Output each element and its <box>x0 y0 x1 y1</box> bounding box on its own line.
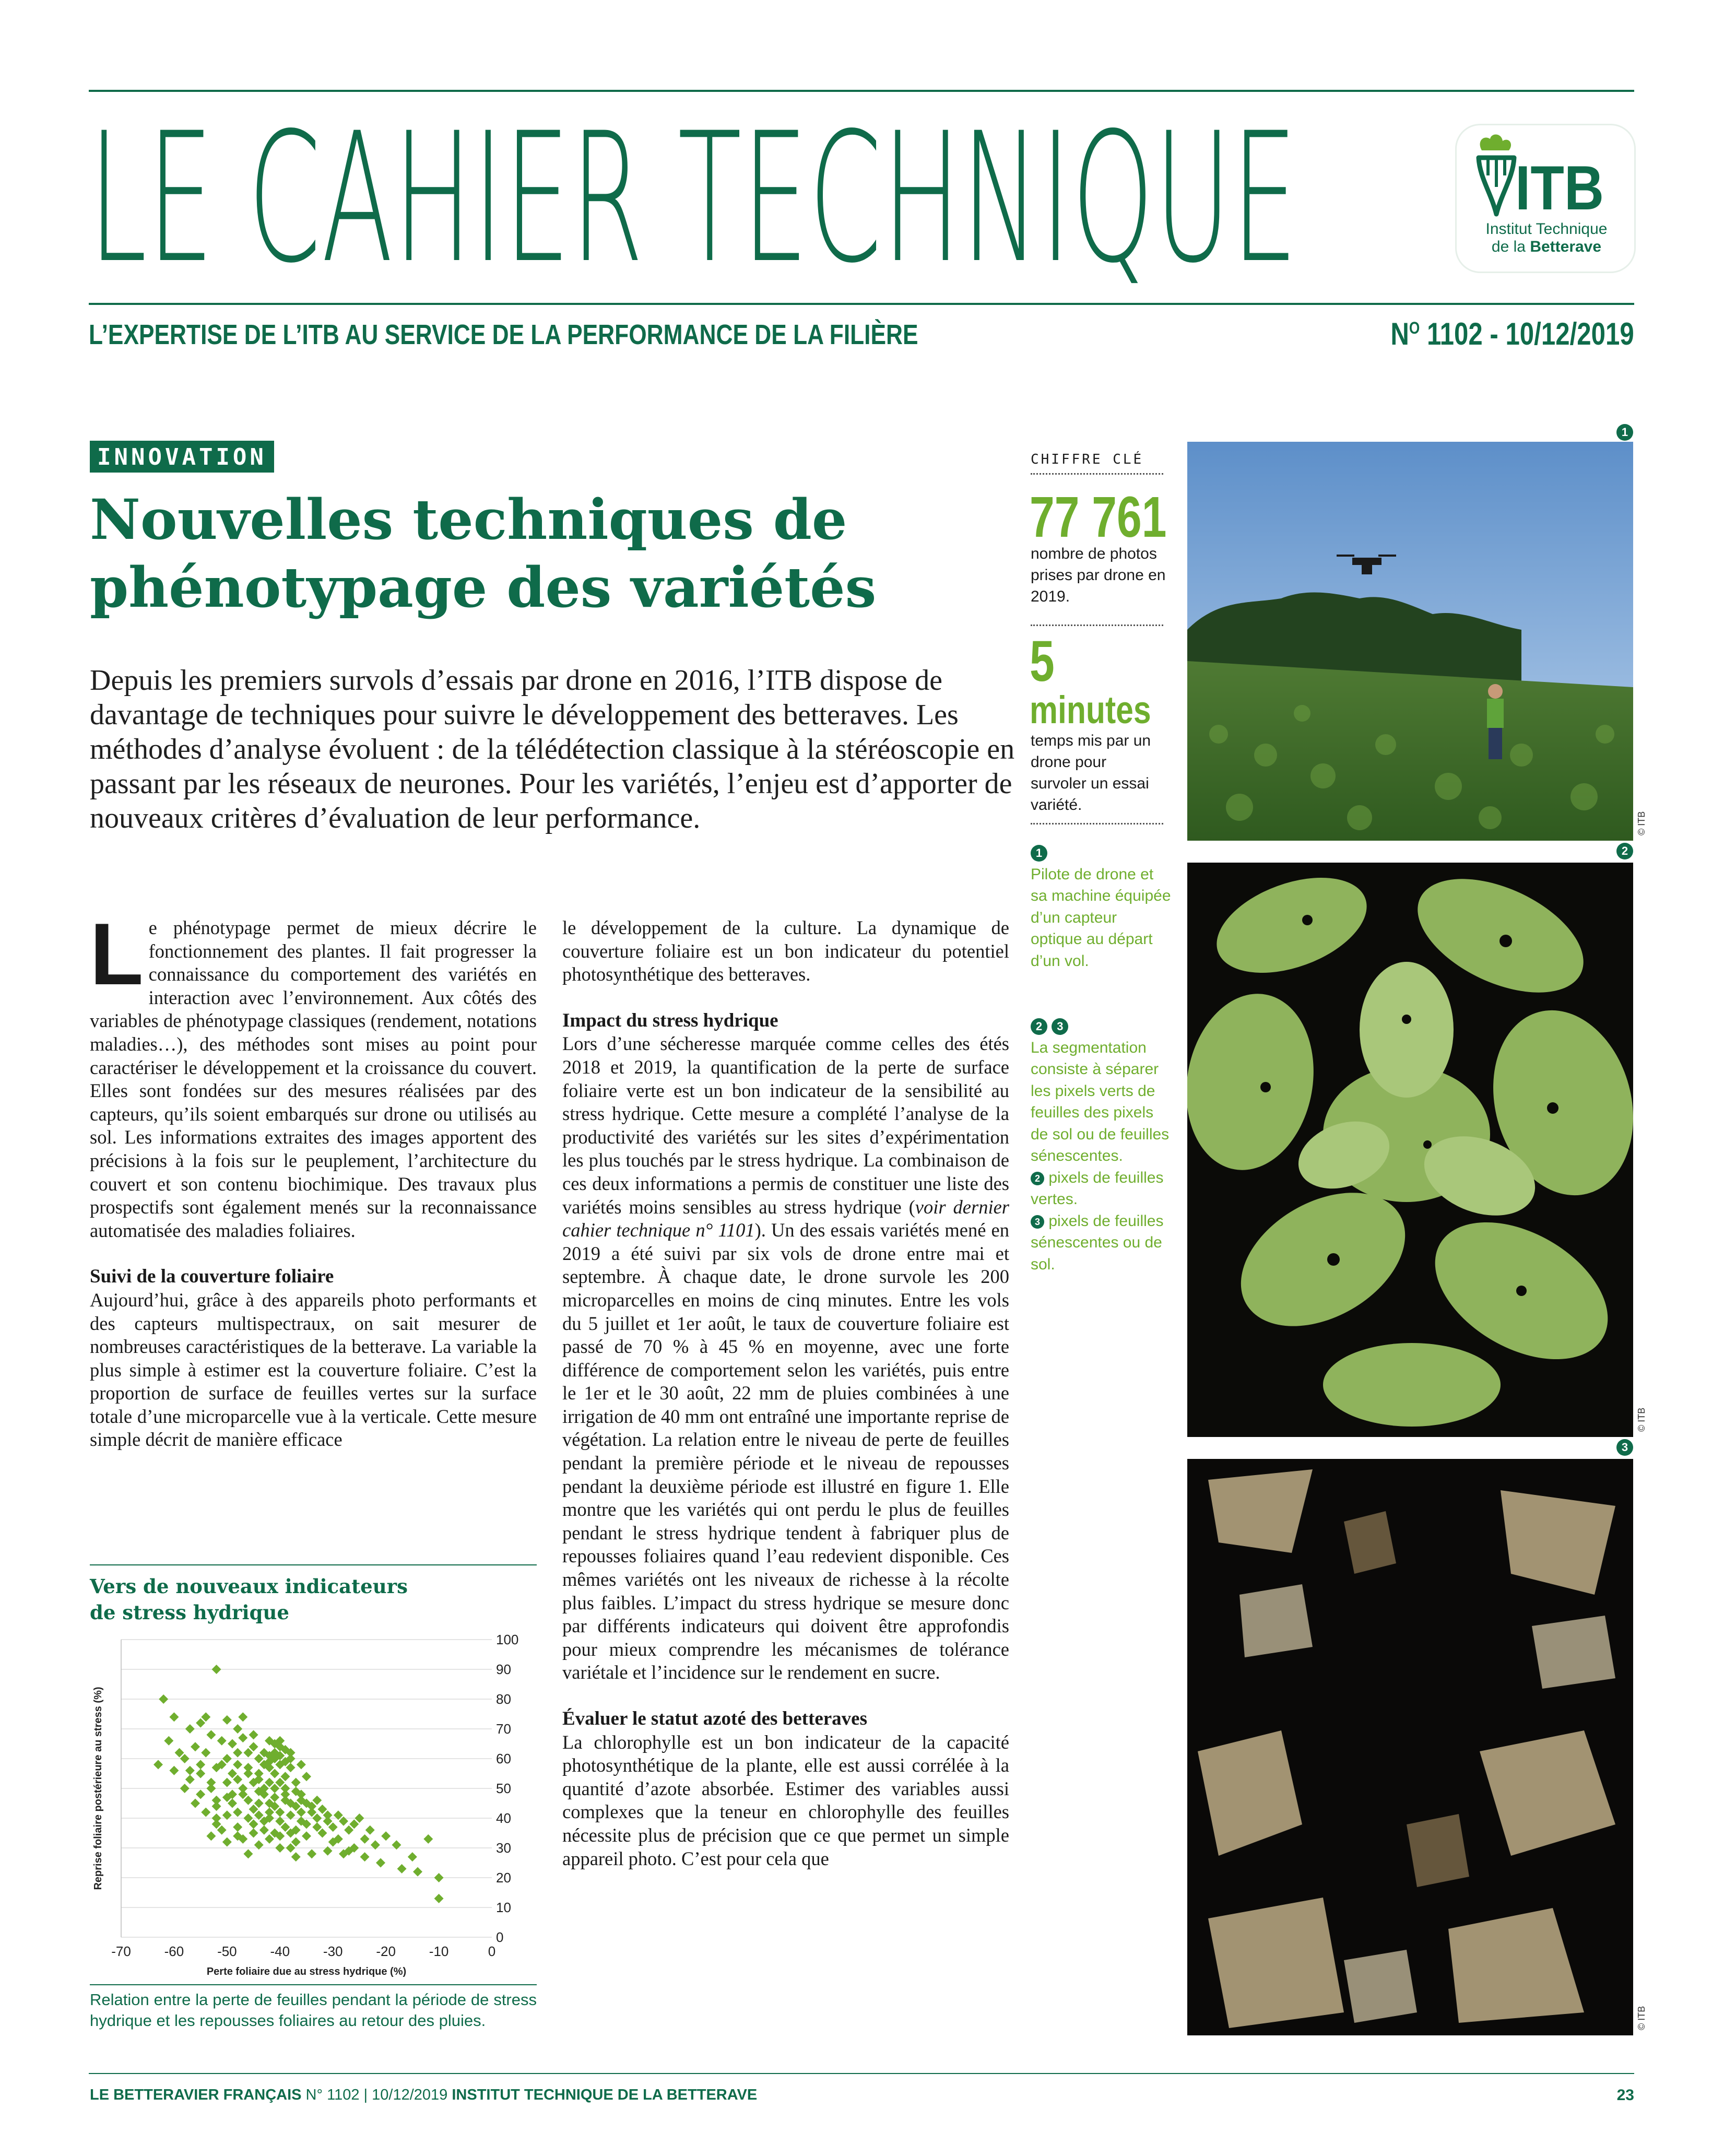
data-point <box>222 1715 232 1725</box>
data-point <box>222 1778 232 1787</box>
data-point <box>238 1712 247 1722</box>
caption-photos-2-3: 2 3 La segmentation consiste à séparer les pixels verts de feuilles des pixels de sol ou de feuilles sénescentes. 2 pixels de feuilles vertes. 3 pixels de feuilles sénescentes ou de sol. <box>1031 1015 1172 1275</box>
scatter-chart <box>90 1629 537 1984</box>
y-tick-label: 60 <box>496 1751 511 1766</box>
data-point <box>180 1784 190 1793</box>
paragraph: e phénotypage permet de mieux décrire le fonctionnement des plantes. Il fait progresser la connaissance du comportement des variétés en interaction avec l’environnement. Aux côtés des variables de phénotypage classiques (rendement, notations maladies…), des méthodes sont mises au point pour caractériser le développement et la croissance du couvert. Elles sont fondées sur des mesures réalisées par des capteurs, qu’ils soient embarqués sur drone ou utilisés au sol. Les informations extraites des images apportent des précisions à la fois sur le peuplement, l’architecture du couvert et son contenu biochimique. Des travaux plus prospectifs sont également menés sur la reconnaissance automatisée des maladies foliaires. <box>90 917 537 1241</box>
photo-number-badge: 2 <box>1031 1172 1044 1185</box>
key-figure-label: CHIFFRE CLÉ <box>1031 452 1144 467</box>
data-point <box>217 1736 227 1746</box>
data-point <box>185 1775 195 1784</box>
footer-rule <box>89 2073 1634 2074</box>
dotted-divider <box>1031 473 1163 475</box>
paragraph: le développement de la culture. La dynamique de couverture foliaire est un bon indicateur du potentiel photosynthétique des betteraves. <box>562 917 1009 985</box>
x-tick-label: -30 <box>323 1943 343 1959</box>
data-point <box>206 1831 216 1841</box>
chart-title: Vers de nouveaux indicateurs de stress hydrique <box>90 1575 408 1624</box>
x-tick-label: 0 <box>488 1943 496 1959</box>
data-point <box>243 1849 253 1858</box>
data-point <box>297 1760 306 1769</box>
data-point <box>201 1808 210 1817</box>
y-tick-label: 0 <box>496 1929 504 1945</box>
photo-number-badge: 1 <box>1031 845 1047 862</box>
data-point <box>434 1894 444 1903</box>
page-number: 23 <box>1616 2087 1634 2104</box>
x-tick-label: -70 <box>111 1943 131 1959</box>
top-rule <box>89 90 1634 92</box>
photo-credit: © ITB <box>1636 2006 1647 2030</box>
data-point <box>233 1724 242 1734</box>
data-point <box>376 1858 385 1868</box>
photo-number-badge: 3 <box>1052 1018 1068 1035</box>
header-rule <box>89 303 1634 305</box>
data-point <box>360 1834 370 1844</box>
y-tick-label: 30 <box>496 1840 511 1856</box>
y-tick-label: 70 <box>496 1721 511 1737</box>
photo-senescent-leaves <box>1187 1459 1633 2035</box>
data-point <box>243 1769 253 1778</box>
data-point <box>238 1733 247 1742</box>
data-point <box>275 1843 285 1853</box>
data-point <box>196 1789 205 1799</box>
paragraph: La chlorophylle est un bon indicateur de la capacité photosynthétique de la plante, elle est aussi corrélée à la quantité d’azote absorbée. Estimer des variables aussi complexes que la teneur en chlorophylle des feuilles nécessite plus de précision que ce que permet un simple appareil photo. C’est pour cela que <box>562 1731 1009 1869</box>
data-point <box>185 1766 195 1775</box>
chart-caption: Relation entre la perte de feuilles pendant la période de stress hydrique et les repousses foliaires au retour des pluies. <box>90 1984 537 2031</box>
data-point <box>191 1799 200 1808</box>
y-axis-title: Reprise foliaire postérieure au stress (%) <box>92 1687 104 1890</box>
key-figure-minutes-unit: minutes <box>1030 688 1151 732</box>
chart-top-rule <box>90 1564 537 1565</box>
photo-green-leaves <box>1187 863 1633 1437</box>
data-point <box>397 1864 407 1874</box>
data-point <box>212 1796 221 1805</box>
paragraph: Aujourd’hui, grâce à des appareils photo performants et des capteurs multispectraux, on sait mesurer de nombreuses caractéristiques de la betterave. La variable la plus simple à estimer est la couverture foliaire. C’est la proportion de surface de feuilles vertes sur la surface totale d’une microparcelle vue à la verticale. Cette mesure simple décrit de manière efficace <box>90 1289 537 1451</box>
photo-drone-field <box>1187 442 1633 841</box>
data-point <box>222 1837 232 1847</box>
data-point <box>233 1760 242 1769</box>
data-point <box>365 1825 375 1835</box>
x-tick-label: -10 <box>429 1943 449 1959</box>
data-point <box>206 1730 216 1739</box>
data-point <box>291 1778 301 1787</box>
photo-1-badge: 1 <box>1616 424 1633 441</box>
issue-number: $N^O$ 1102 - 10/12/2019 <box>1390 316 1634 351</box>
photo-number-badge: 3 <box>1031 1215 1044 1229</box>
y-tick-label: 40 <box>496 1810 511 1826</box>
subhead-suivi: Suivi de la couverture foliaire <box>90 1266 334 1288</box>
data-point <box>408 1852 417 1862</box>
data-point <box>196 1760 205 1769</box>
x-tick-label: -40 <box>270 1943 290 1959</box>
dotted-divider <box>1031 823 1163 824</box>
logo-line1: Institut Technique <box>1485 220 1608 238</box>
key-figure-minutes-text: temps mis par un drone pour survoler un essai variété. <box>1031 732 1151 814</box>
y-tick-label: 90 <box>496 1662 511 1677</box>
key-figure-photos: 77 761 <box>1030 485 1167 549</box>
data-point <box>302 1772 311 1781</box>
data-point <box>413 1867 422 1877</box>
x-axis-title: Perte foliaire due au stress hydrique (%) <box>206 1966 407 1977</box>
caption-photo-1: 1 Pilote de drone et sa machine équipée d’un capteur optique au départ d’un vol. <box>1031 842 1172 972</box>
data-point <box>434 1873 444 1882</box>
data-point <box>381 1831 391 1841</box>
data-point <box>185 1724 195 1734</box>
data-point <box>153 1760 163 1769</box>
x-tick-label: -20 <box>376 1943 396 1959</box>
photo-3-badge: 3 <box>1616 1439 1633 1456</box>
x-tick-label: -50 <box>217 1943 237 1959</box>
y-tick-label: 20 <box>496 1870 511 1886</box>
logo-line2: de la Betterave <box>1491 238 1602 255</box>
footer-publication: LE BETTERAVIER FRANÇAIS N° 1102 | 10/12/2019 INSTITUT TECHNIQUE DE LA BETTERAVE <box>90 2087 758 2103</box>
data-point <box>307 1849 316 1858</box>
subhead-azote: Évaluer le statut azoté des betteraves <box>562 1708 867 1729</box>
photo-2-badge: 2 <box>1616 843 1633 859</box>
body-column-1 <box>90 905 537 1452</box>
paragraph: Lors d’une sécheresse marquée comme celles des étés 2018 et 2019, la quantification de la perte de surface foliaire verte est un bon indicateur de la sensibilité au stress hydrique. Cette mesure a complété l’analyse de la productivité des variétés sur les sites d’expérimentation les plus touchés par le stress hydrique. La combinaison de ces deux informations a permis de constituer une liste des variétés moins sensibles au stress hydrique (voir dernier cahier technique n° 1101). Un des essais variétés mené en 2019 a été suivi par six vols de drone entre mai et septembre. À chaque date, le drone survole les 200 microparcelles en moins de cinq minutes. Entre les vols du 5 juillet et 1er août, le taux de couverture foliaire est passé de 70 % à 45 % en moyenne, avec une forte différence de comportement selon les variétés, puis entre le 1er et le 30 août, 22 mm de pluies combinées à une irrigation de 40 mm ont entraîné une importante reprise de végétation. La relation entre le niveau de perte de feuilles pendant la première période et le niveau de repousses pendant la deuxième période est illustré en figure 1. Elle montre que les variétés qui ont perdu le plus de feuilles pendant le stress hydrique tendent à fabriquer plus de repousses foliaires quand l’eau redevient disponible. Ces mêmes variétés ont les niveaux de richesse à la récolte plus faibles. L’impact du stress hydrique se mesure donc par différents indicateurs qui doivent être approfondis pour mieux comprendre les mécanismes de tolérance variétale et l’incidence sur le rendement en sucre. <box>562 1033 1010 1683</box>
key-figure-photos-text: nombre de photos prises par drone en 2019. <box>1031 545 1166 605</box>
data-point <box>169 1766 179 1775</box>
y-tick-label: 80 <box>496 1691 511 1707</box>
y-tick-label: 10 <box>496 1900 511 1915</box>
y-tick-label: 50 <box>496 1781 511 1796</box>
section-kicker: INNOVATION <box>90 441 274 473</box>
data-point <box>169 1712 179 1722</box>
data-point <box>164 1736 173 1746</box>
data-point <box>228 1739 237 1749</box>
article-headline: Nouvelles techniques de phénotypage des variétés <box>90 487 877 620</box>
y-tick-label: 100 <box>496 1632 519 1647</box>
data-point <box>201 1748 210 1758</box>
photo-credit: © ITB <box>1636 811 1647 835</box>
itb-logo <box>1457 125 1634 272</box>
data-point <box>302 1831 311 1841</box>
data-point <box>191 1742 200 1751</box>
photo-credit: © ITB <box>1636 1407 1647 1432</box>
data-point <box>196 1769 205 1778</box>
data-point <box>233 1808 242 1817</box>
body-column-2 <box>562 916 1009 1870</box>
key-figure-minutes: 5 <box>1030 629 1055 693</box>
data-point <box>423 1834 433 1844</box>
tagline: L’EXPERTISE DE L’ITB AU SERVICE DE LA PERFORMANCE DE LA FILIÈRE <box>89 319 918 350</box>
data-point <box>249 1829 258 1838</box>
logo-acronym: ITB <box>1515 153 1604 223</box>
data-point <box>233 1822 242 1832</box>
data-point <box>233 1748 242 1758</box>
x-tick-label: -60 <box>164 1943 184 1959</box>
dotted-divider <box>1031 625 1163 626</box>
data-point <box>212 1665 221 1674</box>
data-point <box>291 1852 301 1862</box>
data-point <box>159 1694 168 1704</box>
photo-number-badge: 2 <box>1031 1018 1047 1035</box>
data-point <box>206 1778 216 1787</box>
drop-cap: L <box>90 905 144 1003</box>
subhead-impact: Impact du stress hydrique <box>562 1009 778 1031</box>
data-point <box>360 1852 370 1862</box>
article-lede: Depuis les premiers survols d’essais par drone en 2016, l’ITB dispose de davantage de techniques pour suivre le développement des betteraves. Les méthodes d’analyse évoluent : de la télédétection classique à la stéréoscopie en passant par les réseaux de neurones. Pour les variétés, l’enjeu est d’apporter de nouveaux critères d’évaluation de leur performance. <box>90 664 1015 834</box>
data-point <box>259 1825 269 1835</box>
masthead-title: LE CAHIER TECHNIQUE <box>89 95 1298 302</box>
data-point <box>249 1730 258 1739</box>
